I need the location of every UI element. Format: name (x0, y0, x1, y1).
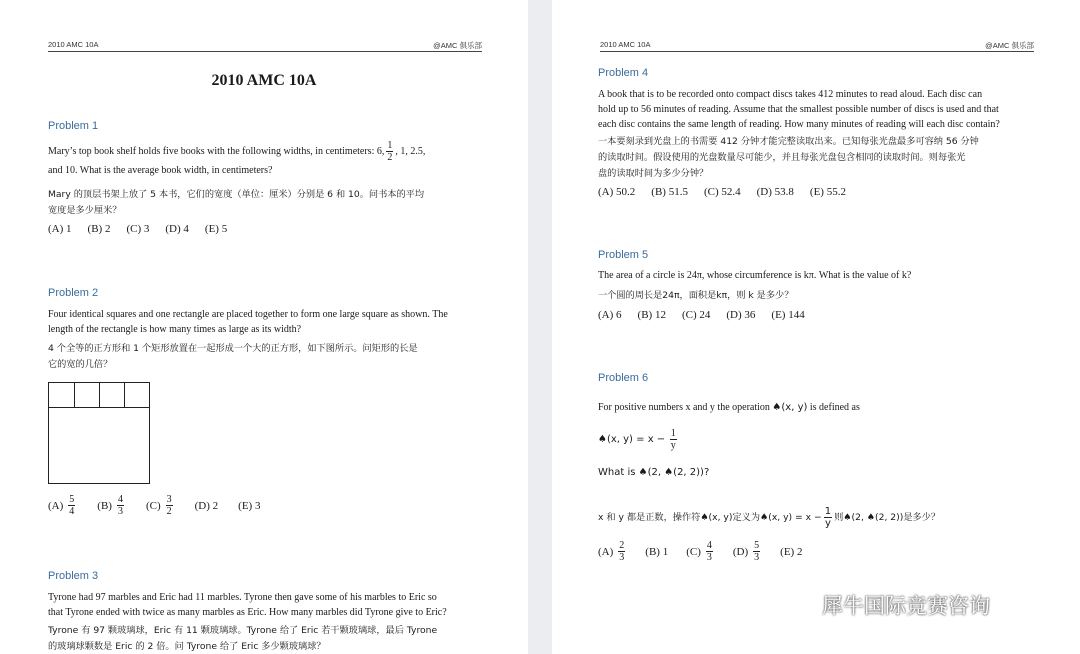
small-square (49, 383, 75, 408)
problem-2-text-en: Four identical squares and one rectangle are placed together to form one large square as shown. The length of the rectangle is how many times as large as its width? (48, 309, 448, 335)
answer-choice: (B) 51.5 (651, 186, 688, 198)
answer-choice: (D) 53.8 (756, 186, 794, 198)
spade-operator: ♠(x, y) (772, 402, 808, 413)
problem-6-definition: ♠(x, y) = x − $\frac{1}{y}$ (598, 428, 676, 451)
problem-3-heading: Problem 3 (48, 570, 99, 582)
problem-5-heading: Problem 5 (598, 249, 649, 261)
problem-1-fraction: $\frac{1}{2}$ (387, 140, 393, 163)
problem-1-en-2: and 10. What is the average book width, in centimeters? (48, 165, 273, 176)
answer-choice: (A) $\frac{2}{3}$ (598, 540, 625, 563)
header-right: @AMC 俱乐部 (985, 41, 1034, 50)
problem-5-choices (598, 309, 805, 321)
problem-1-heading: Problem 1 (48, 120, 99, 132)
answer-choice: (E) 55.2 (809, 186, 846, 198)
problem-6-question: What is ♠(2, ♠(2, 2))? (598, 467, 710, 478)
answer-choice: (A) 1 (48, 223, 72, 235)
problem-1-en-b: , 1, 2.5, (395, 145, 426, 157)
answer-choice: (E) 5 (204, 223, 228, 235)
answer-choice: (C) $\frac{3}{2}$ (145, 494, 172, 517)
problem-6-text-zh: x 和 y 都是正数，操作符♠(x, y)定义为♠(x, y) = x − $\frac{1}{y}$ 则♠(2, ♠(2, 2))是多少？ (598, 506, 941, 529)
watermark (780, 589, 990, 621)
problem-3-text-zh: Tyrone 有 97 颗玻璃球，Eric 有 11 颗玻璃球。Tyrone 给了 Eric 若干颗玻璃球，最后 Tyrone 的玻璃球颗数是 Eric 的 2 倍。问 Tyrone 给了 Eric 多少颗玻璃球？ (48, 625, 438, 652)
answer-choice: (A) 6 (598, 309, 622, 321)
problem-3-text-en: Tyrone had 97 marbles and Eric had 11 marbles. Tyrone then gave some of his marbles to Eric so that Tyrone ended with twice as many marbles as Eric. How many marbles did Tyrone give to Eric? (48, 592, 447, 618)
squares-rectangle-figure (48, 382, 150, 484)
wechat-icon (780, 592, 814, 618)
answer-choice: (A) $\frac{5}{4}$ (48, 494, 75, 517)
problem-4-text-zh: 一本要刻录到光盘上的书需要 412 分钟才能完整读取出来。已知每张光盘最多可容纳 56 分钟 的读取时间。假设使用的光盘数量尽可能少，并且每张光盘包含相同的读取时间。则每张光 盘的读取时间为多少分钟？ (598, 136, 979, 179)
answer-choice: (D) 4 (165, 223, 189, 235)
header-left: 2010 AMC 10A (48, 40, 99, 49)
problem-6-text-en: For positive numbers x and y the operation ♠(x, y) is defined as (598, 402, 860, 413)
problem-1-text-en (48, 140, 425, 178)
answer-choice: (E) 144 (771, 309, 805, 321)
small-square (74, 383, 100, 408)
problem-6-choices (598, 540, 802, 563)
zh-definition-fraction: $\frac{1}{y}$ (824, 506, 832, 529)
page-header (48, 40, 482, 52)
page-title: 2010 AMC 10A (211, 72, 317, 89)
answer-choice: (A) 50.2 (598, 186, 636, 198)
header-left: 2010 AMC 10A (600, 40, 651, 49)
right-page (552, 0, 1080, 654)
answer-choice: (C) $\frac{4}{3}$ (686, 540, 712, 563)
definition-fraction: $\frac{1}{y}$ (670, 428, 676, 451)
problem-4-heading: Problem 4 (598, 67, 649, 79)
problem-2-heading: Problem 2 (48, 287, 99, 299)
small-square (124, 383, 149, 408)
answer-choice: (D) 2 (194, 499, 219, 512)
answer-choice: (E) 3 (238, 499, 261, 512)
problem-2-text-zh: 4 个全等的正方形和 1 个矩形放置在一起形成一个大的正方形，如下图所示。问矩形的长是 它的宽的几倍？ (48, 343, 418, 370)
answer-choice: (B) 12 (637, 309, 666, 321)
problem-1-text-zh: Mary 的顶层书架上放了 5 本书，它们的宽度（单位：厘米）分别是 6 和 10。问书本的平均 宽度是多少厘米？ (48, 189, 425, 216)
small-square (99, 383, 125, 408)
answer-choice: (D) $\frac{5}{3}$ (732, 540, 760, 563)
answer-choice: (D) 36 (726, 309, 756, 321)
answer-choice: (C) 24 (681, 309, 711, 321)
answer-choice: (E) 2 (780, 545, 803, 558)
answer-choice: (B) 2 (87, 223, 111, 235)
answer-choice: (B) $\frac{4}{3}$ (97, 494, 123, 517)
problem-5-text-zh: 一个圆的周长是24π，面积是kπ，则 k 是多少？ (598, 290, 794, 301)
answer-choice: (C) 3 (126, 223, 150, 235)
problem-2-choices (48, 494, 260, 517)
problem-1-choices (48, 223, 227, 235)
left-page (0, 0, 528, 654)
problem-4-text-en: A book that is to be recorded onto compact discs takes 412 minutes to read aloud. Each disc can hold up to 56 minutes of reading. Assume that the smallest possible number of discs is used and that each disc contains the same length of reading. How many minutes of reading will each disc contain? (598, 89, 1000, 130)
problem-4-choices (598, 186, 846, 198)
answer-choice: (B) 1 (645, 545, 669, 558)
watermark-text: 犀牛国际竞赛咨询 (822, 594, 990, 618)
page-header (600, 40, 1034, 52)
header-right: @AMC 俱乐部 (433, 41, 482, 50)
answer-choice: (C) 52.4 (703, 186, 741, 198)
problem-6-heading: Problem 6 (598, 372, 649, 384)
problem-5-text-en: The area of a circle is 24π, whose circumference is kπ. What is the value of k? (598, 270, 912, 281)
problem-1-en-a: Mary’s top book shelf holds five books with the following widths, in centimeters: 6, (48, 145, 385, 157)
